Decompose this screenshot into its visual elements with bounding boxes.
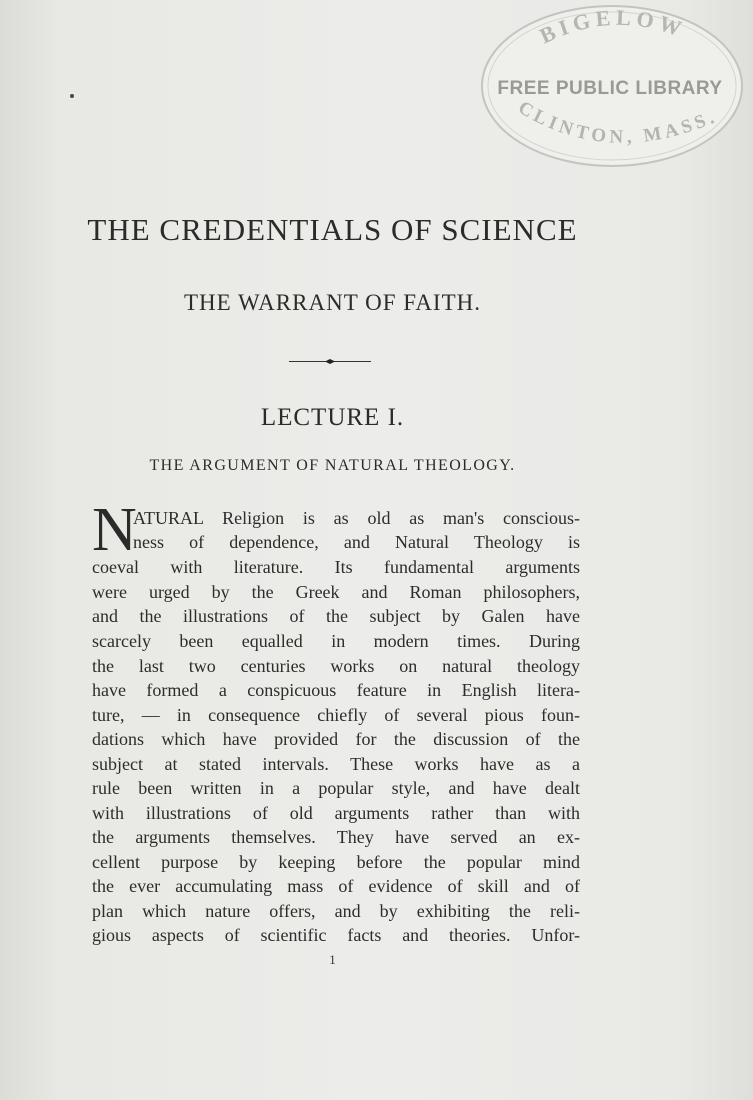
text-line: were urged by the Greek and Roman philosophers,	[92, 582, 580, 602]
text-line: the last two centuries works on natural theology	[92, 656, 580, 676]
ink-speck	[70, 94, 74, 98]
library-stamp	[478, 2, 746, 172]
section-heading: THE ARGUMENT OF NATURAL THEOLOGY.	[149, 457, 516, 474]
text-line: plan which nature offers, and by exhibiting the reli-	[92, 901, 580, 921]
text-line: ness of dependence, and Natural Theology is	[133, 532, 580, 552]
drop-cap: N	[92, 496, 137, 564]
page-title: THE CREDENTIALS OF SCIENCE	[87, 212, 578, 247]
library-stamp-seal	[478, 2, 746, 172]
svg-text:BIGELOW: BIGELOW	[535, 4, 690, 49]
text-line: and the illustrations of the subject by Galen have	[92, 606, 580, 626]
svg-text:FREE PUBLIC LIBRARY: FREE PUBLIC LIBRARY	[497, 78, 723, 99]
page-subtitle: THE WARRANT OF FAITH.	[183, 290, 481, 315]
text-line: the arguments themselves. They have served an ex-	[92, 827, 580, 847]
text-line: gious aspects of scientific facts and theories. Unfor-	[92, 925, 580, 945]
text-line: subject at stated intervals. These works have as a	[92, 754, 580, 774]
text-line: scarcely been equalled in modern times. During	[92, 631, 580, 651]
text-line: have formed a conspicuous feature in English litera-	[92, 680, 580, 700]
text-line: ture, — in consequence chiefly of several pious foun-	[92, 705, 580, 725]
text-line: rule been written in a popular style, and have dealt	[92, 778, 580, 798]
text-line: ATURAL Religion is as old as man's conscious-	[133, 508, 580, 528]
text-line: coeval with literature. Its fundamental arguments	[92, 557, 580, 577]
lecture-heading: LECTURE I.	[260, 404, 405, 431]
page-number: 1	[329, 952, 336, 967]
svg-text:CLINTON, MASS.: CLINTON, MASS.	[514, 97, 721, 148]
ornamental-rule	[289, 359, 371, 362]
text-line: cellent purpose by keeping before the popular mind	[92, 852, 580, 872]
text-line: dations which have provided for the discussion of the	[92, 729, 580, 749]
text-line: with illustrations of old arguments rather than with	[92, 803, 580, 823]
text-line: the ever accumulating mass of evidence of skill and of	[92, 876, 580, 896]
